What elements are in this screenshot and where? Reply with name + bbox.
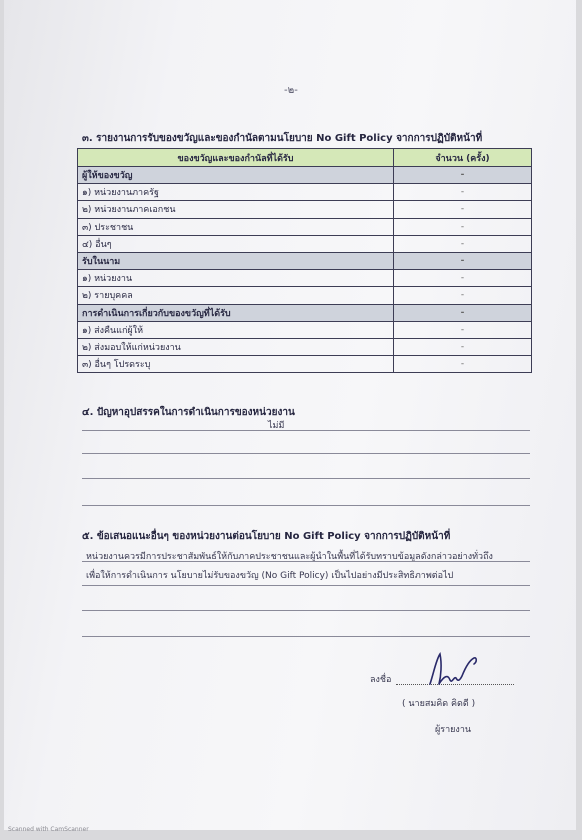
row-count: - [394,287,532,304]
row-label: ๓) ประชาชน [78,218,394,235]
row-label: ๒) หน่วยงานภาคเอกชน [78,201,394,218]
table-body [78,167,532,373]
suggestion-line-2: เพื่อให้การดำเนินการ นโยบายไม่รับของขวัญ (No Gift Policy) เป็นไปอย่างมีประสิทธิภาพต่อไป [86,571,454,581]
table-row [78,270,532,287]
section4-title: ๔. ปัญหาอุปสรรคในการดำเนินการของหน่วยงาน [82,407,295,418]
row-label: ๑) หน่วยงาน [78,270,394,287]
answer-line [82,585,530,586]
section3-title: ๓. รายงานการรับของขวัญและของกำนัลตามนโยบาย No Gift Policy จากการปฏิบัติหน้าที่ [82,133,483,144]
table-row [78,218,532,235]
col-header-item: ของขวัญและของกำนัลที่ได้รับ [78,149,394,167]
suggestion-line-1: หน่วยงานควรมีการประชาสัมพันธ์ให้กับภาคประชาชนและผู้นำในพื้นที่ได้รับทราบข้อมูลดังกล่าวอย่างทั่วถึง [86,552,493,562]
answer-line [82,636,530,637]
row-label: ผู้ให้ของขวัญ [78,167,394,184]
row-count: - [394,201,532,218]
handwritten-signature [422,646,482,690]
row-count: - [394,304,532,321]
table-category-row [78,167,532,184]
row-label: ๔) อื่นๆ [78,235,394,252]
table-row [78,235,532,252]
table-category-row [78,252,532,269]
answer-line [82,478,530,479]
reporter-role: ผู้รายงาน [435,725,472,735]
gift-report-table [77,148,532,373]
table-header-row [78,149,532,167]
row-count: - [394,321,532,338]
row-count: - [394,184,532,201]
table-row [78,321,532,338]
row-label: ๓) อื่นๆ โปรดระบุ [78,356,394,373]
answer-line [82,610,530,611]
row-label: ๑) ส่งคืนแก่ผู้ให้ [78,321,394,338]
answer-line [82,453,530,454]
table-row [78,287,532,304]
table-row [78,356,532,373]
col-header-count: จำนวน (ครั้ง) [394,149,532,167]
table-row [78,338,532,355]
row-count: - [394,218,532,235]
row-count: - [394,270,532,287]
table-row [78,201,532,218]
document-page [4,0,576,830]
answer-line [82,505,530,506]
page-number: -๒- [284,85,298,96]
row-count: - [394,356,532,373]
answer-line [82,430,530,431]
sign-label: ลงชื่อ [370,675,392,685]
row-count: - [394,235,532,252]
row-label: ๒) ส่งมอบให้แก่หน่วยงาน [78,338,394,355]
row-label: ๑) หน่วยงานภาครัฐ [78,184,394,201]
row-count: - [394,252,532,269]
scanner-footer: Scanned with CamScanner [8,826,89,833]
answer-line [82,561,530,562]
table-row [78,184,532,201]
row-label: รับในนาม [78,252,394,269]
section4-answer: ไม่มี [268,421,285,431]
row-count: - [394,338,532,355]
row-label: การดำเนินการเกี่ยวกับของขวัญที่ได้รับ [78,304,394,321]
reporter-name: ( นายสมคิด คิดดี ) [402,699,476,709]
row-label: ๒) รายบุคคล [78,287,394,304]
table-category-row [78,304,532,321]
section5-title: ๕. ข้อเสนอแนะอื่นๆ ของหน่วยงานต่อนโยบาย No Gift Policy จากการปฏิบัติหน้าที่ [82,531,451,542]
row-count: - [394,167,532,184]
